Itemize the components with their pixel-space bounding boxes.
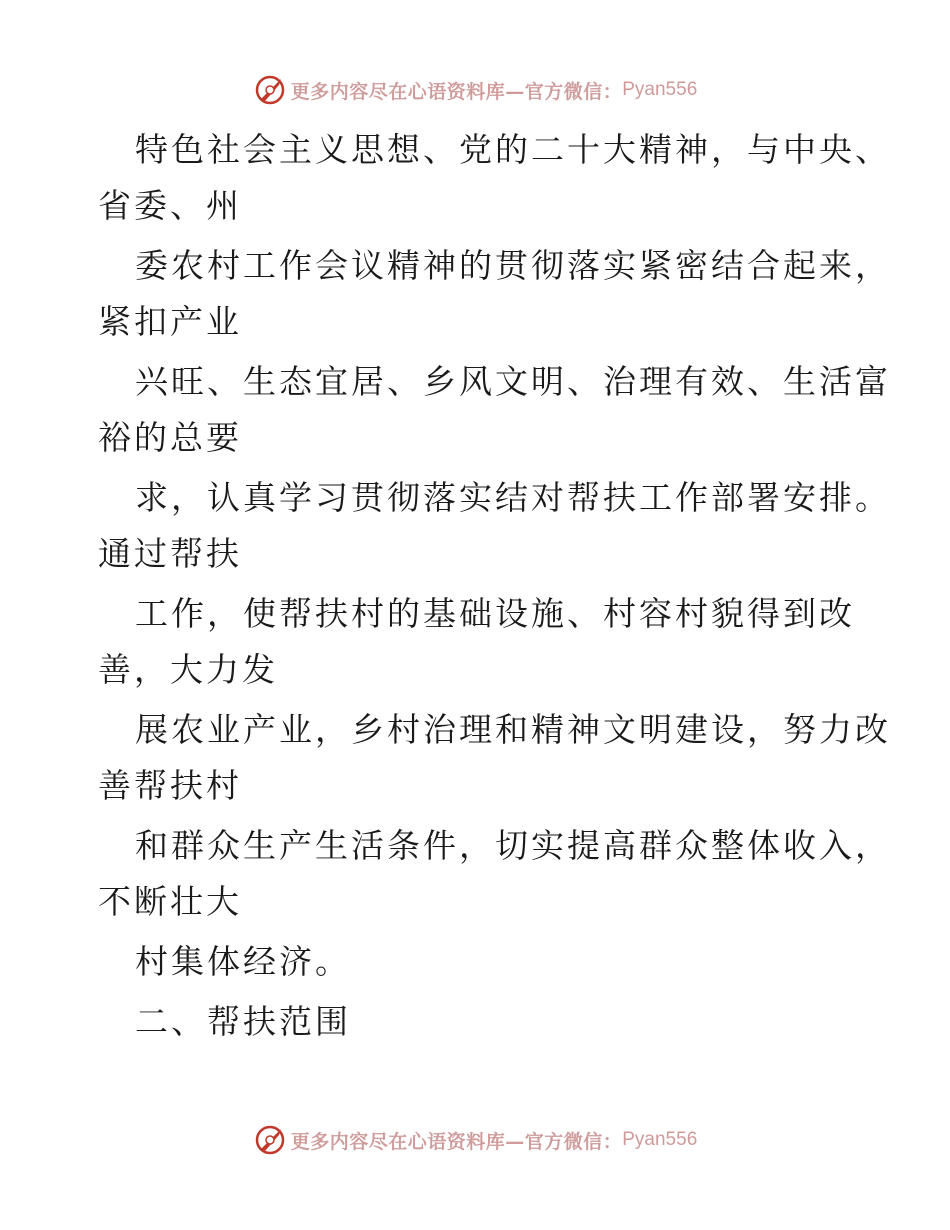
header-watermark — [0, 70, 950, 110]
paragraph-line: 展农业产业，乡村治理和精神文明建设，努力改 — [135, 710, 891, 749]
watermark-text: 更多内容尽在心语资料库—官方微信： — [290, 1130, 623, 1153]
paragraph-line: 紧扣产业 — [98, 302, 242, 341]
section-heading: 二、帮扶范围 — [135, 1002, 351, 1041]
watermark-logo-icon — [253, 73, 287, 107]
watermark-logo-icon — [253, 1123, 287, 1157]
paragraph-line: 善帮扶村 — [98, 766, 242, 805]
paragraph-line: 特色社会主义思想、党的二十大精神，与中央、 — [135, 130, 891, 169]
paragraph-line: 求，认真学习贯彻落实结对帮扶工作部署安排。 — [135, 478, 891, 517]
watermark-text: 更多内容尽在心语资料库—官方微信： — [290, 80, 623, 103]
paragraph-line: 和群众生产生活条件，切实提高群众整体收入， — [135, 826, 891, 865]
paragraph-line: 委农村工作会议精神的贯彻落实紧密结合起来， — [135, 246, 891, 285]
paragraph-line: 善，大力发 — [98, 650, 278, 689]
paragraph-line: 村集体经济。 — [135, 942, 351, 981]
paragraph-line: 不断壮大 — [98, 882, 242, 921]
paragraph-line: 省委、州 — [98, 186, 242, 225]
footer-watermark — [0, 1120, 950, 1160]
watermark-wechat-id: Pyan556 — [622, 79, 698, 100]
paragraph-line: 兴旺、生态宜居、乡风文明、治理有效、生活富 — [135, 362, 891, 401]
paragraph-line: 裕的总要 — [98, 418, 242, 457]
paragraph-line: 通过帮扶 — [98, 534, 242, 573]
paragraph-line: 工作，使帮扶村的基础设施、村容村貌得到改 — [135, 594, 855, 633]
watermark-wechat-id: Pyan556 — [622, 1129, 698, 1150]
